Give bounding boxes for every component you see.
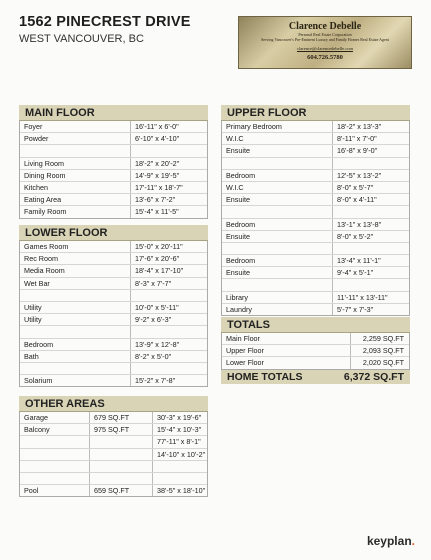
agent-badge — [238, 16, 412, 69]
room-name — [20, 461, 90, 472]
room-dimensions: 2,093 SQ.FT — [362, 346, 404, 356]
table-row — [222, 279, 409, 291]
agent-tagline: Personal Real Estate Corporation — [298, 32, 352, 37]
room-dimensions — [153, 473, 207, 484]
table-row — [20, 339, 207, 351]
room-dimensions: 13'-9" x 12'-8" — [135, 339, 180, 349]
lower-floor-section — [19, 225, 208, 387]
agent-tagline-2: Serving Vancouver's Pre-Eminent Luxury and Family Homes Real Estate Agent — [261, 37, 389, 42]
room-dimensions — [333, 243, 409, 254]
room-dimensions: 13'-4" x 11'-1" — [337, 256, 381, 266]
table-row — [20, 485, 207, 496]
table-row — [20, 351, 207, 363]
table-row — [222, 255, 409, 267]
other-areas-table — [19, 412, 208, 497]
room-dimensions: 18'-2" x 13'-3" — [337, 122, 382, 131]
room-dimensions: 17'-6" x 20'-6" — [135, 254, 180, 264]
room-dimensions: 15'-4" x 10'-3" — [157, 425, 202, 435]
room-dimensions — [131, 363, 207, 374]
room-name: Utility — [20, 302, 131, 313]
room-dimensions: 5'-7" x 7'-3" — [337, 304, 374, 314]
room-name: Solarium — [20, 375, 131, 386]
room-dimensions — [333, 206, 409, 217]
room-dimensions: 12'-5" x 13'-2" — [337, 170, 382, 180]
table-row — [20, 326, 207, 338]
area-value: 659 SQ.FT — [90, 485, 153, 496]
table-row — [20, 182, 207, 194]
room-dimensions — [333, 279, 409, 290]
room-dimensions: 15'-2" x 7'-8" — [135, 376, 176, 386]
main-floor-heading: MAIN FLOOR — [19, 105, 208, 121]
upper-floor-section — [221, 105, 410, 316]
room-dimensions: 16'-8" x 9'-0" — [337, 146, 378, 156]
room-dimensions: 9'-2" x 6'-3" — [135, 315, 172, 325]
room-dimensions: 8'-0" x 5'-2" — [337, 231, 374, 241]
room-name: Upper Floor — [222, 345, 351, 356]
table-row — [20, 449, 207, 461]
table-row — [20, 145, 207, 157]
upper-floor-table — [221, 121, 410, 316]
table-row — [20, 253, 207, 265]
room-name: Media Room — [20, 265, 131, 276]
room-dimensions: 77'-11" x 8'-1" — [157, 437, 201, 447]
room-dimensions: 15'-4" x 11'-5" — [135, 207, 179, 217]
room-name — [20, 326, 131, 337]
table-row — [20, 133, 207, 145]
table-row — [20, 290, 207, 302]
room-dimensions: 14'-10" x 10'-2" — [157, 449, 206, 459]
table-row — [20, 436, 207, 448]
home-totals-label: HOME TOTALS — [227, 370, 303, 383]
table-row — [20, 158, 207, 170]
room-name: Bedroom — [222, 170, 333, 181]
room-name: Games Room — [20, 241, 131, 252]
room-name: Balcony — [20, 424, 90, 435]
room-dimensions — [131, 326, 207, 337]
other-areas-heading: OTHER AREAS — [19, 396, 208, 412]
room-name: Family Room — [20, 206, 131, 217]
table-row — [222, 243, 409, 255]
table-row — [20, 302, 207, 314]
room-name: W.I.C — [222, 182, 333, 193]
lower-floor-heading: LOWER FLOOR — [19, 225, 208, 241]
area-value — [90, 449, 153, 460]
room-dimensions: 18'-4" x 17'-10" — [135, 266, 184, 276]
room-name: Kitchen — [20, 182, 131, 193]
area-value — [90, 461, 153, 472]
room-dimensions: 38'-5" x 18'-10" — [157, 486, 206, 496]
room-name: Pool — [20, 485, 90, 496]
room-dimensions — [333, 158, 409, 169]
room-dimensions: 9'-4" x 5'-1" — [337, 268, 374, 278]
home-totals-row — [221, 370, 410, 384]
room-name — [222, 206, 333, 217]
room-dimensions — [131, 290, 207, 301]
table-row — [20, 265, 207, 277]
table-row — [222, 292, 409, 304]
room-name: Living Room — [20, 158, 131, 169]
room-dimensions: 14'-9" x 19'-5" — [135, 170, 180, 180]
room-name — [20, 145, 131, 156]
home-totals-value: 6,372 SQ.FT — [343, 370, 404, 383]
room-name: Ensuite — [222, 145, 333, 156]
room-dimensions: 18'-2" x 20'-2" — [135, 158, 180, 168]
table-row — [20, 461, 207, 473]
table-row — [222, 219, 409, 231]
room-name: Library — [222, 292, 333, 303]
room-dimensions: 8'-3" x 7'-7" — [135, 278, 172, 288]
room-name: Ensuite — [222, 267, 333, 278]
table-row — [20, 363, 207, 375]
room-dimensions: 8'-0" x 4'-11" — [337, 195, 377, 205]
table-row — [20, 375, 207, 386]
area-value — [90, 473, 153, 484]
room-name: Ensuite — [222, 194, 333, 205]
room-name: Bath — [20, 351, 131, 362]
room-name: Primary Bedroom — [222, 121, 333, 132]
table-row — [222, 145, 409, 157]
table-row — [222, 206, 409, 218]
room-name — [222, 279, 333, 290]
room-name: Laundry — [222, 304, 333, 315]
area-value — [90, 436, 153, 447]
table-row — [222, 333, 409, 345]
main-floor-table — [19, 121, 208, 219]
totals-heading: TOTALS — [221, 317, 410, 333]
room-name: Powder — [20, 133, 131, 144]
agent-email[interactable]: clarence@clarencedebelle.com — [297, 46, 353, 51]
room-name — [20, 449, 90, 460]
table-row — [222, 133, 409, 145]
room-dimensions: 8'-0" x 5'-7" — [337, 182, 374, 192]
area-value: 975 SQ.FT — [90, 424, 153, 435]
room-name — [20, 473, 90, 484]
room-name — [20, 363, 131, 374]
room-name — [222, 243, 333, 254]
room-dimensions: 8'-2" x 5'-0" — [135, 351, 172, 361]
room-name: Bedroom — [20, 339, 131, 350]
room-dimensions: 16'-11" x 6'-0" — [135, 122, 179, 131]
room-dimensions — [131, 145, 207, 156]
room-name: W.I.C — [222, 133, 333, 144]
room-name: Lower Floor — [222, 357, 351, 368]
area-value: 679 SQ.FT — [90, 412, 153, 423]
table-row — [222, 267, 409, 279]
table-row — [222, 170, 409, 182]
room-dimensions: 11'-11" x 13'-11" — [337, 292, 388, 302]
table-row — [222, 121, 409, 133]
table-row — [20, 170, 207, 182]
table-row — [20, 278, 207, 290]
room-name — [20, 436, 90, 447]
property-address: 1562 PINECREST DRIVE — [19, 14, 191, 30]
room-name: Ensuite — [222, 231, 333, 242]
totals-table — [221, 333, 410, 370]
table-row — [222, 194, 409, 206]
table-row — [20, 424, 207, 436]
table-row — [222, 182, 409, 194]
property-city: WEST VANCOUVER, BC — [19, 33, 144, 45]
table-row — [20, 194, 207, 206]
table-row — [222, 357, 409, 368]
room-name: Utility — [20, 314, 131, 325]
table-row — [20, 121, 207, 133]
keyplan-logo: keyplan. — [366, 534, 415, 548]
room-name: Foyer — [20, 121, 131, 132]
room-name: Rec Room — [20, 253, 131, 264]
room-name: Bedroom — [222, 219, 333, 230]
room-dimensions: 17'-11" x 18'-7" — [135, 182, 183, 192]
room-name: Dining Room — [20, 170, 131, 181]
table-row — [20, 412, 207, 424]
room-dimensions: 30'-3" x 19'-6" — [157, 413, 202, 422]
table-row — [20, 206, 207, 217]
table-row — [222, 158, 409, 170]
agent-name: Clarence Debelle — [288, 21, 362, 32]
room-name: Main Floor — [222, 333, 351, 344]
room-dimensions — [153, 461, 207, 472]
room-name: Bedroom — [222, 255, 333, 266]
room-name — [20, 290, 131, 301]
room-name — [222, 158, 333, 169]
table-row — [222, 304, 409, 315]
lower-floor-table — [19, 241, 208, 387]
table-row — [20, 314, 207, 326]
room-dimensions: 2,259 SQ.FT — [362, 334, 404, 343]
table-row — [222, 231, 409, 243]
room-dimensions: 6'-10" x 4'-10" — [135, 134, 180, 144]
other-areas-section — [19, 396, 208, 497]
room-name: Eating Area — [20, 194, 131, 205]
room-dimensions: 2,020 SQ.FT — [362, 358, 404, 368]
room-dimensions: 10'-0" x 5'-11" — [135, 302, 179, 312]
main-floor-section — [19, 105, 208, 219]
room-dimensions: 13'-6" x 7'-2" — [135, 195, 176, 205]
table-row — [20, 241, 207, 253]
table-row — [222, 345, 409, 357]
room-name: Wet Bar — [20, 278, 131, 289]
room-name: Garage — [20, 412, 90, 423]
totals-section — [221, 317, 410, 384]
room-dimensions: 13'-1" x 13'-8" — [337, 219, 382, 229]
upper-floor-heading: UPPER FLOOR — [221, 105, 410, 121]
agent-phone: 604.726.5780 — [307, 54, 343, 61]
table-row — [20, 473, 207, 485]
room-dimensions: 15'-0" x 20'-11" — [135, 242, 183, 251]
room-dimensions: 8'-11" x 7'-0" — [337, 134, 377, 144]
